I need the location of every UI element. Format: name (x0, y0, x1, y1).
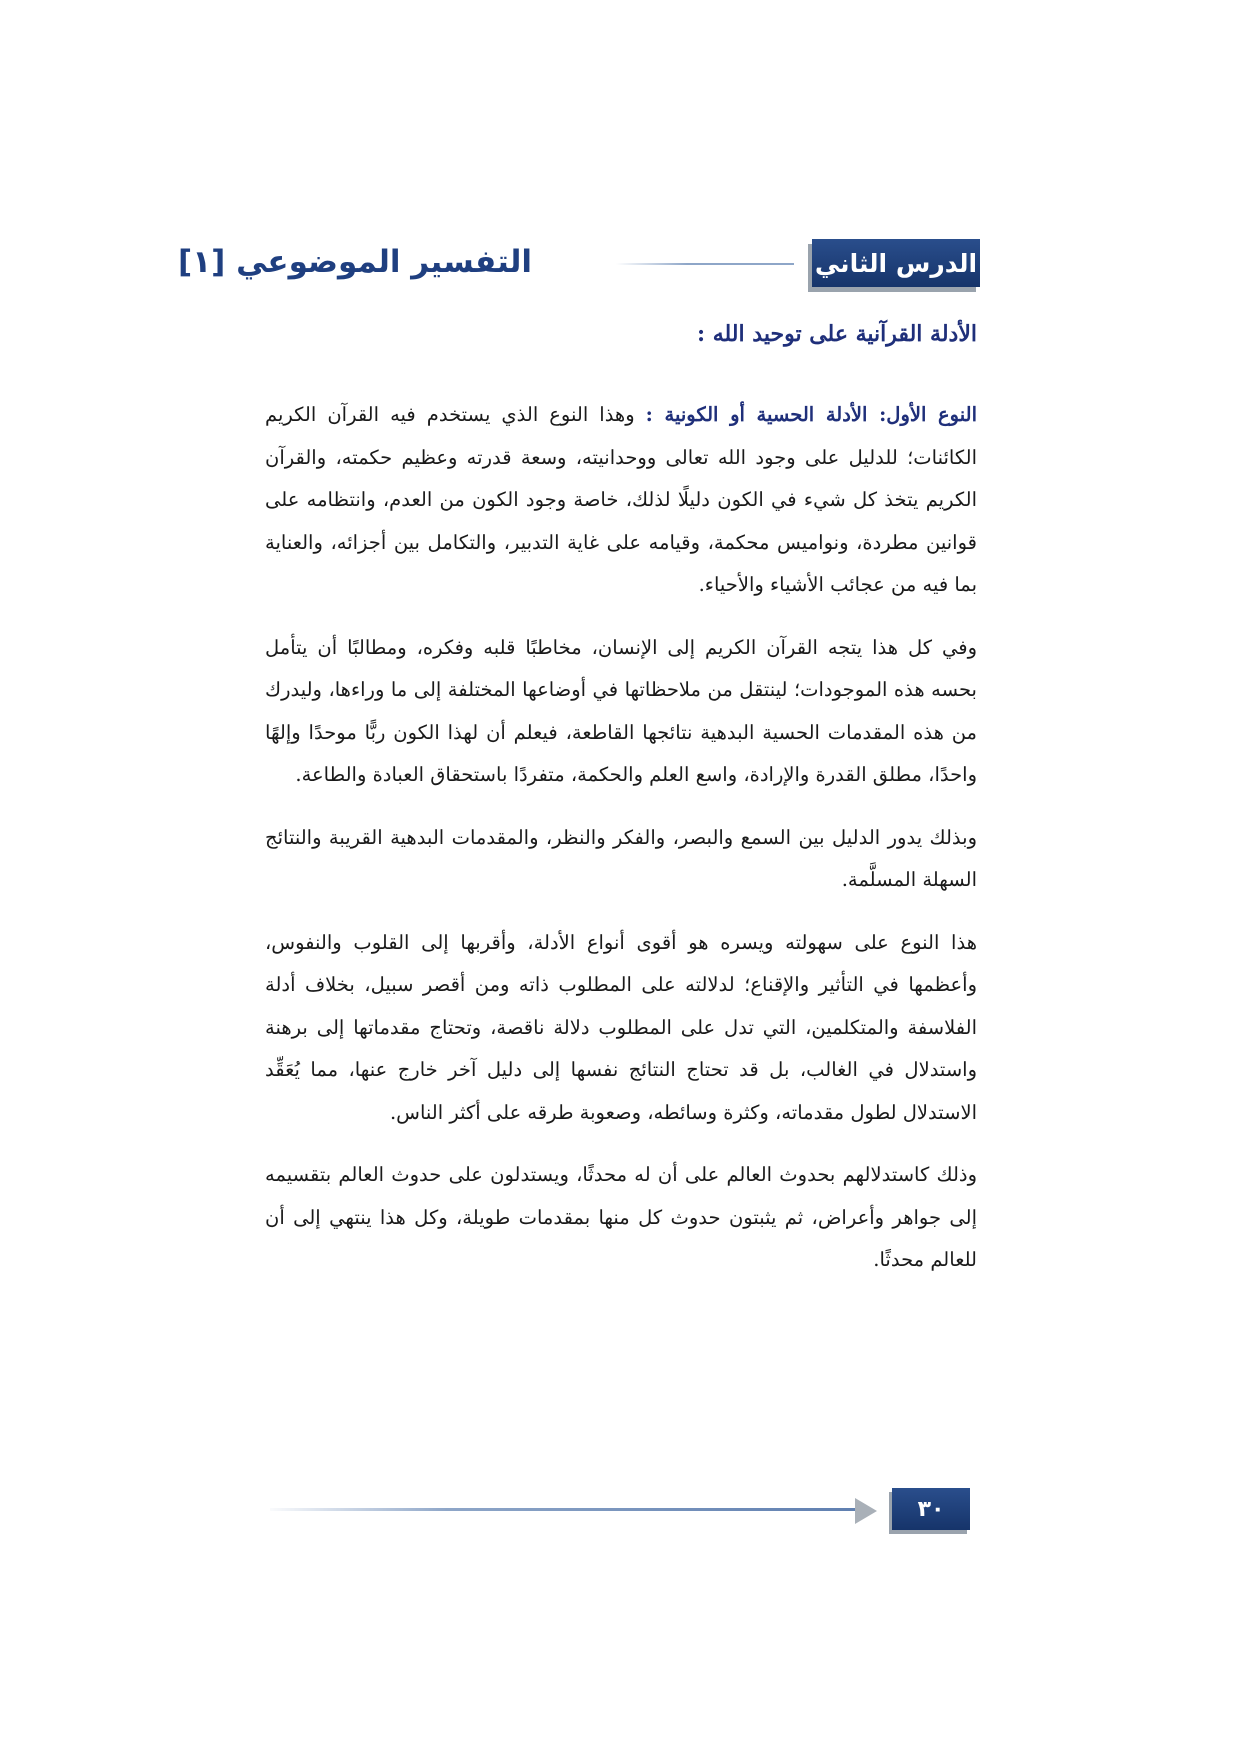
footer-wedge (855, 1498, 877, 1524)
page-body (265, 310, 977, 1302)
page-number: ٣٠ (892, 1488, 970, 1530)
section-heading: الأدلة القرآنية على توحيد الله : (696, 321, 977, 347)
page-footer (270, 1488, 970, 1532)
footer-divider (270, 1508, 860, 1511)
paragraph-lead: النوع الأول: الأدلة الحسية أو الكونية : (645, 403, 977, 426)
paragraph: هذا النوع على سهولته ويسره هو أقوى أنواع الأدلة، وأقربها إلى القلوب والنفوس، وأعظمها في التأثير والإقناع؛ لدلالته على المطلوب ذاته ومن أقصر سبيل، بخلاف أدلة الفلاسفة والمتكلمين، التي تدل على المطلوب دلالة ناقصة، وتحتاج مقدماتها إلى برهنة واستدلال في الغالب، بل قد تحتاج النتائج نفسها إلى دليل آخر خارج عنها، مما يُعَقِّد الاستدلال لطول مقدماته، وكثرة وسائطه، وصعوبة طرقه على أكثر الناس. (265, 930, 977, 1124)
header-divider (616, 263, 794, 265)
lesson-badge: الدرس الثاني (812, 239, 980, 287)
paragraph: وفي كل هذا يتجه القرآن الكريم إلى الإنسان، مخاطبًا قلبه وفكره، ومطالبًا أن يتأمل بحسه هذه الموجودات؛ لينتقل من ملاحظاتها في أوضاعها المختلفة إلى ما وراءها، وليدرك من هذه المقدمات الحسية البدهية نتائجها القاطعة، فيعلم أن لهذا الكون ربًّا موحدًا وإلهًا واحدًا، مطلق القدرة والإرادة، واسع العلم والحكمة، متفردًا باستحقاق العبادة والطاعة. (265, 635, 977, 786)
paragraph: وذلك كاستدلالهم بحدوث العالم على أن له محدثًا، ويستدلون على حدوث العالم بتقسيمه إلى جواهر وأعراض، ثم يثبتون حدوث كل منها بمقدمات طويلة، وكل هذا ينتهي إلى أن للعالم محدثًا. (265, 1163, 977, 1271)
book-title: التفسير الموضوعي [١] (178, 244, 532, 280)
paragraph-text: وهذا النوع الذي يستخدم فيه القرآن الكريم الكائنات؛ للدليل على وجود الله تعالى ووحدانيته، وسعة قدرته وعظيم حكمته، والقرآن الكريم يتخذ كل شيء في الكون دليلًا لذلك، خاصة وجود الكون من العدم، وانتظامه على قوانين مطردة، ونواميس محكمة، وقيامه على غاية التدبير، والتكامل بين أجزائه، والعناية بما فيه من عجائب الأشياء والأحياء. (265, 403, 977, 596)
page-header (178, 236, 980, 290)
paragraph: وبذلك يدور الدليل بين السمع والبصر، والفكر والنظر، والمقدمات البدهية القريبة والنتائج السهلة المسلَّمة. (265, 825, 977, 891)
paragraph (265, 394, 977, 607)
